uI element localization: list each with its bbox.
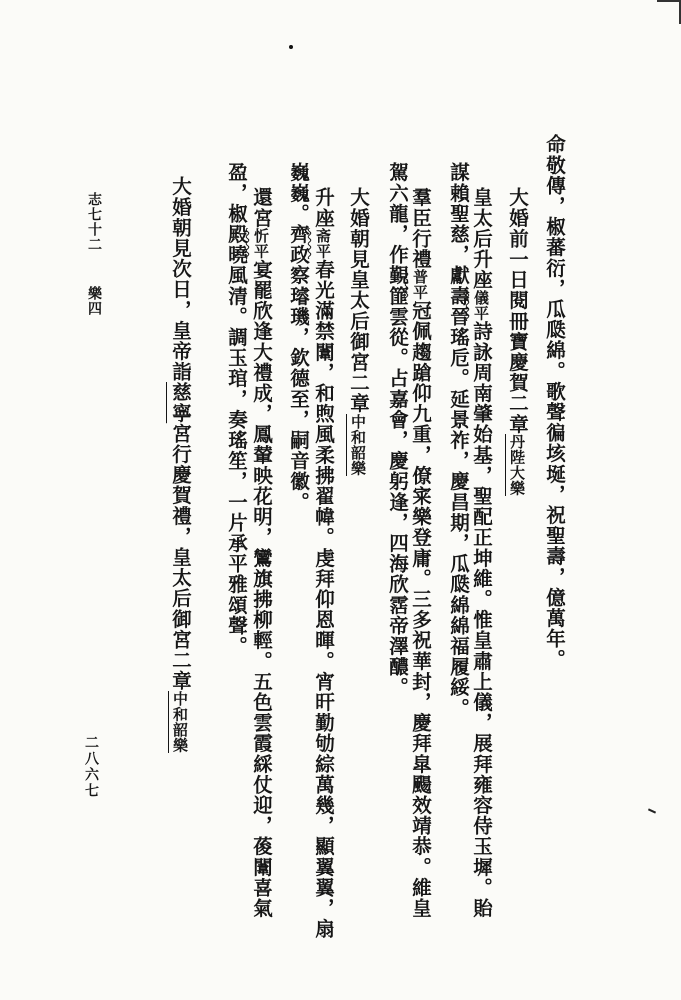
verse-text: 命敬傳，椒蕃衍，瓜瓞綿。歌聲徧垓埏，祝聖壽，億萬年。 — [543, 134, 566, 670]
tune-annotation: 普平 — [411, 269, 429, 301]
ink-dot — [289, 45, 293, 49]
text-column — [346, 187, 370, 476]
verse-text: 還宮 — [250, 187, 273, 229]
text-column — [249, 187, 273, 918]
verse-text: 春光滿禁闈，和煦風柔拂翟幃。虔拜仰恩暉。宵旰勤劬綜萬幾，顯翼翼，扇 — [312, 259, 335, 940]
verse-text: 升座 — [312, 187, 335, 229]
verse-text: 大婚朝見次日，皇帝詣 — [169, 176, 192, 382]
verse-text: 謀賴聖慈，獻壽晉瑤卮。延景祚，慶昌期，瓜瓞綿綿福履綏。 — [447, 162, 470, 719]
ink-mark — [648, 808, 656, 813]
header-subsection: 樂四 — [86, 286, 102, 316]
text-column — [385, 162, 409, 698]
text-column — [542, 134, 566, 670]
verse-text: 詩詠周南肇始基，聖配正坤維。惟皇肅上儀，展拜雍容侍玉墀。貽 — [470, 321, 493, 919]
tune-annotation: 中和韶樂 — [171, 691, 189, 754]
verse-text: 大婚朝見皇太后御宮二章 — [347, 187, 370, 414]
verse-text: 慈寧 — [169, 382, 192, 424]
running-header — [82, 192, 106, 316]
tune-annotation: 忻平 — [252, 228, 270, 260]
text-column — [505, 187, 529, 496]
verse-text: 盈，椒殿曉風清。調玉琯，奏瑤笙，一片承平雅頌聲。 — [225, 162, 248, 657]
verse-text: 皇太后升座 — [470, 187, 493, 290]
verse-text: 駕六龍，作覲篚雲從。占嘉會，慶躬逢，四海欣霑帝澤醲。 — [386, 162, 409, 698]
verse-text: 宴罷欣逢大禮成，鳳輦映花明，鸞旗拂柳輕。五色雲霞綵仗迎，葰闈喜氣 — [250, 259, 273, 919]
text-column — [286, 162, 310, 512]
text-column — [408, 187, 432, 918]
tune-annotation: 丹陛大樂 — [508, 434, 526, 497]
text-column — [311, 187, 335, 939]
tune-annotation: 中和韶樂 — [349, 413, 367, 476]
verse-text: 巍巍。齊政察璿璣，欽德至，嗣音徽。 — [287, 162, 310, 513]
text-column — [446, 162, 470, 718]
verse-text: 宮行慶賀禮，皇太后御宮二章 — [169, 423, 192, 692]
tune-annotation: 儀平 — [472, 290, 490, 321]
scan-corner — [657, 0, 681, 24]
tune-annotation: 斋平 — [314, 228, 332, 260]
header-section: 志七十二 — [86, 192, 102, 252]
text-column — [469, 187, 493, 918]
text-column — [168, 176, 192, 753]
page-number: 二八六七 — [83, 735, 99, 799]
verse-text: 冠佩趨蹌仰九重，僚宷樂登庸。三多祝華封，慶拜皐颺效靖恭。維皇 — [409, 300, 432, 919]
verse-text: 羣臣行禮 — [409, 187, 432, 270]
verse-text: 大婚前一日閱冊寶慶賀二章 — [506, 187, 529, 435]
text-column — [224, 162, 248, 656]
